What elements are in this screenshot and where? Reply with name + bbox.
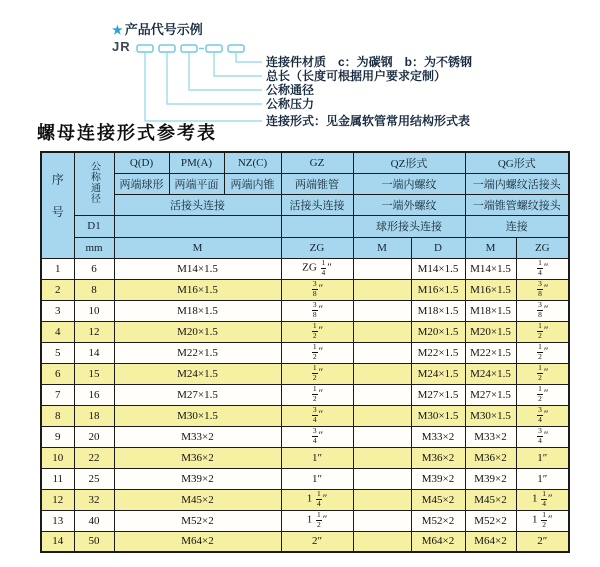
- header-nz-desc: 两端内锥: [224, 173, 281, 194]
- header-blank-gz: [281, 215, 353, 237]
- cell-gz: $\frac{1}{2}$ ″: [281, 321, 353, 342]
- cell-dn: 22: [74, 447, 114, 468]
- cell-m: M22×1.5: [114, 342, 281, 363]
- cell-qg_zg: 1″: [516, 468, 569, 489]
- cell-qz_d: M14×1.5: [411, 258, 465, 279]
- table-row: [41, 363, 569, 384]
- label-material: 连接件材质 c：为碳钢 b：为不锈钢: [266, 55, 473, 69]
- cell-qz_d: M45×2: [411, 489, 465, 510]
- code-box-1: [137, 45, 153, 52]
- cell-gz: $\frac{3}{4}$ ″: [281, 405, 353, 426]
- connector-line-length: [214, 52, 262, 76]
- cell-qz_m: [353, 300, 411, 321]
- cell-qg_zg: $\frac{1}{2}$ ″: [516, 363, 569, 384]
- cell-qz_m: [353, 321, 411, 342]
- cell-qz_d: M52×2: [411, 510, 465, 531]
- cell-qz_m: [353, 342, 411, 363]
- table-row: [41, 489, 569, 510]
- cell-dn: 16: [74, 384, 114, 405]
- cell-qz_m: [353, 447, 411, 468]
- header-qz-d: D: [411, 237, 465, 258]
- header-qg-m: M: [465, 237, 516, 258]
- cell-qg_m: M64×2: [465, 531, 516, 552]
- cell-no: 1: [41, 258, 74, 279]
- fraction: $\frac{1}{2}$: [312, 321, 317, 340]
- cell-gz: 1″: [281, 447, 353, 468]
- cell-no: 9: [41, 426, 74, 447]
- label-length: 总长（长度可根据用户要求定制）: [266, 69, 447, 83]
- product-code-prefix: JR: [112, 39, 131, 54]
- cell-gz: 1″: [281, 468, 353, 489]
- cell-m: M14×1.5: [114, 258, 281, 279]
- cell-dn: 15: [74, 363, 114, 384]
- table-row: [41, 342, 569, 363]
- fraction: $\frac{3}{8}$: [312, 300, 317, 319]
- fraction: $\frac{1}{4}$: [316, 489, 321, 508]
- cell-gz: $\frac{1}{2}$ ″: [281, 384, 353, 405]
- fraction: $\frac{3}{4}$: [538, 426, 542, 445]
- fraction: $\frac{3}{4}$: [538, 405, 542, 424]
- cell-qg_m: M52×2: [465, 510, 516, 531]
- fraction: $\frac{1}{2}$: [542, 510, 546, 529]
- cell-qz_d: M20×1.5: [411, 321, 465, 342]
- fraction: $\frac{1}{2}$: [538, 363, 542, 382]
- cell-qz_d: M39×2: [411, 468, 465, 489]
- code-box-5: [228, 45, 244, 52]
- header-pm-desc: 两端平面: [169, 173, 224, 194]
- fraction: $\frac{1}{4}$: [538, 258, 542, 277]
- cell-qz_d: M64×2: [411, 531, 465, 552]
- cell-qg_zg: 1″: [516, 447, 569, 468]
- fraction: $\frac{3}{8}$: [312, 279, 317, 298]
- product-code-title: [112, 19, 203, 38]
- fraction: $\frac{3}{8}$: [538, 300, 542, 319]
- cell-qg_zg: $\frac{3}{8}$ ″: [516, 279, 569, 300]
- cell-dn: 50: [74, 531, 114, 552]
- header-dn: 公称通径: [74, 152, 114, 215]
- table-row: [41, 510, 569, 531]
- cell-no: 13: [41, 510, 74, 531]
- cell-no: 5: [41, 342, 74, 363]
- header-qg-desc2: 一端锥管螺纹接头: [465, 194, 569, 215]
- table-header: [41, 152, 569, 258]
- cell-qz_m: [353, 531, 411, 552]
- fraction: $\frac{1}{2}$: [538, 321, 542, 340]
- label-pressure: 公称压力: [266, 97, 315, 111]
- cell-dn: 40: [74, 510, 114, 531]
- code-box-4: [206, 45, 222, 52]
- label-dn: 公称通径: [266, 83, 315, 97]
- table-row: [41, 531, 569, 552]
- cell-no: 2: [41, 279, 74, 300]
- cell-qg_zg: $\frac{1}{2}$ ″: [516, 321, 569, 342]
- cell-dn: 6: [74, 258, 114, 279]
- star-icon: ★: [112, 23, 123, 37]
- cell-gz: $\frac{1}{2}$ ″: [281, 363, 353, 384]
- table-row: [41, 321, 569, 342]
- cell-no: 8: [41, 405, 74, 426]
- cell-m: M64×2: [114, 531, 281, 552]
- cell-qg_m: M14×1.5: [465, 258, 516, 279]
- fraction: $\frac{1}{2}$: [312, 363, 317, 382]
- header-qz-conn: 球形接头连接: [353, 215, 465, 237]
- cell-qz_d: M30×1.5: [411, 405, 465, 426]
- cell-qz_d: M27×1.5: [411, 384, 465, 405]
- cell-qg_m: M16×1.5: [465, 279, 516, 300]
- cell-m: M24×1.5: [114, 363, 281, 384]
- cell-gz: $\frac{3}{4}$ ″: [281, 426, 353, 447]
- cell-m: M39×2: [114, 468, 281, 489]
- connector-line-dn: [189, 52, 262, 90]
- cell-gz: $\frac{3}{8}$ ″: [281, 300, 353, 321]
- cell-qz_d: M16×1.5: [411, 279, 465, 300]
- cell-qz_d: M18×1.5: [411, 300, 465, 321]
- cell-qg_m: M30×1.5: [465, 405, 516, 426]
- fraction: $\frac{1}{2}$: [538, 342, 542, 361]
- cell-qg_zg: $\frac{1}{2}$ ″: [516, 384, 569, 405]
- cell-qz_m: [353, 426, 411, 447]
- cell-qz_m: [353, 510, 411, 531]
- cell-no: 6: [41, 363, 74, 384]
- cell-no: 14: [41, 531, 74, 552]
- cell-qg_m: M18×1.5: [465, 300, 516, 321]
- table-body: [41, 258, 569, 552]
- cell-dn: 12: [74, 321, 114, 342]
- cell-no: 3: [41, 300, 74, 321]
- cell-qg_zg: $\frac{1}{2}$ ″: [516, 342, 569, 363]
- cell-qg_m: M36×2: [465, 447, 516, 468]
- cell-m: M52×2: [114, 510, 281, 531]
- cell-qg_m: M24×1.5: [465, 363, 516, 384]
- table-row: [41, 405, 569, 426]
- fraction: $\frac{1}{2}$: [316, 510, 321, 529]
- cell-m: M33×2: [114, 426, 281, 447]
- fraction: $\frac{3}{4}$: [312, 426, 317, 445]
- header-gz-conn: 活接头连接: [281, 194, 353, 215]
- table-title: 螺母连接形式参考表: [37, 123, 217, 143]
- code-box-2: [159, 45, 175, 52]
- fraction: $\frac{1}{2}$: [312, 342, 317, 361]
- header-union-conn: 活接头连接: [114, 194, 281, 215]
- header-qz-m: M: [353, 237, 411, 258]
- header-col-qg: QG形式: [465, 152, 569, 173]
- cell-qz_m: [353, 384, 411, 405]
- header-col-pm: PM(A): [169, 152, 224, 173]
- cell-qz_d: M24×1.5: [411, 363, 465, 384]
- cell-dn: 8: [74, 279, 114, 300]
- fraction: $\frac{3}{4}$: [312, 405, 317, 424]
- header-d1: D1: [74, 215, 114, 237]
- cell-qg_zg: $\frac{3}{8}$ ″: [516, 300, 569, 321]
- header-col-gz: GZ: [281, 152, 353, 173]
- reference-table: [40, 151, 570, 553]
- cell-qg_zg: $\frac{1}{4}$ ″: [516, 258, 569, 279]
- connector-line-material: [236, 52, 262, 62]
- cell-qg_zg: 1 $\frac{1}{2}$ ″: [516, 510, 569, 531]
- cell-dn: 32: [74, 489, 114, 510]
- header-col-nz: NZ(C): [224, 152, 281, 173]
- cell-m: M45×2: [114, 489, 281, 510]
- cell-qz_d: M22×1.5: [411, 342, 465, 363]
- cell-qz_m: [353, 363, 411, 384]
- cell-gz: 2″: [281, 531, 353, 552]
- table-row: [41, 300, 569, 321]
- cell-no: 11: [41, 468, 74, 489]
- cell-m: M18×1.5: [114, 300, 281, 321]
- cell-gz: $\frac{3}{8}$ ″: [281, 279, 353, 300]
- fraction: $\frac{1}{4}$: [542, 489, 546, 508]
- cell-qz_d: M36×2: [411, 447, 465, 468]
- cell-qg_m: M45×2: [465, 489, 516, 510]
- header-col-qz: QZ形式: [353, 152, 465, 173]
- cell-qz_m: [353, 468, 411, 489]
- cell-dn: 14: [74, 342, 114, 363]
- cell-no: 7: [41, 384, 74, 405]
- cell-m: M30×1.5: [114, 405, 281, 426]
- cell-qz_m: [353, 279, 411, 300]
- fraction: $\frac{3}{8}$: [538, 279, 542, 298]
- product-code-title-text: 产品代号示例: [124, 22, 203, 37]
- cell-qz_m: [353, 489, 411, 510]
- cell-qg_zg: 2″: [516, 531, 569, 552]
- table-row: [41, 447, 569, 468]
- header-qz-desc1: 一端内螺纹: [353, 173, 465, 194]
- cell-m: M20×1.5: [114, 321, 281, 342]
- cell-qg_m: M39×2: [465, 468, 516, 489]
- cell-dn: 10: [74, 300, 114, 321]
- header-blank-union: [114, 215, 281, 237]
- header-gz-desc: 两端锥管: [281, 173, 353, 194]
- cell-dn: 20: [74, 426, 114, 447]
- cell-m: M36×2: [114, 447, 281, 468]
- cell-dn: 25: [74, 468, 114, 489]
- header-m: M: [114, 237, 281, 258]
- header-q-desc: 两端球形: [114, 173, 169, 194]
- cell-no: 4: [41, 321, 74, 342]
- cell-qg_zg: 1 $\frac{1}{4}$ ″: [516, 489, 569, 510]
- cell-gz: ZG $\frac{1}{4}$ ″: [281, 258, 353, 279]
- table-row: [41, 426, 569, 447]
- cell-qg_m: M33×2: [465, 426, 516, 447]
- header-col-q: Q(D): [114, 152, 169, 173]
- cell-no: 10: [41, 447, 74, 468]
- cell-m: M16×1.5: [114, 279, 281, 300]
- code-box-3: [181, 45, 197, 52]
- fraction: $\frac{1}{2}$: [312, 384, 317, 403]
- cell-no: 12: [41, 489, 74, 510]
- cell-qz_d: M33×2: [411, 426, 465, 447]
- header-mm: mm: [74, 237, 114, 258]
- cell-gz: $\frac{1}{2}$ ″: [281, 342, 353, 363]
- header-zg: ZG: [281, 237, 353, 258]
- cell-qg_m: M27×1.5: [465, 384, 516, 405]
- cell-qg_zg: $\frac{3}{4}$ ″: [516, 405, 569, 426]
- cell-qz_m: [353, 405, 411, 426]
- cell-qg_m: M20×1.5: [465, 321, 516, 342]
- cell-qg_m: M22×1.5: [465, 342, 516, 363]
- cell-dn: 18: [74, 405, 114, 426]
- table-row: [41, 258, 569, 279]
- header-qg-desc1: 一端内螺纹活接头: [465, 173, 569, 194]
- header-seq: 序号: [41, 152, 74, 258]
- table-row: [41, 468, 569, 489]
- header-qg-conn: 连接: [465, 215, 569, 237]
- fraction: $\frac{1}{4}$: [321, 258, 326, 277]
- cell-m: M27×1.5: [114, 384, 281, 405]
- cell-gz: 1 $\frac{1}{2}$ ″: [281, 510, 353, 531]
- cell-qg_zg: $\frac{3}{4}$ ″: [516, 426, 569, 447]
- fraction: $\frac{1}{2}$: [538, 384, 542, 403]
- cell-qz_m: [353, 258, 411, 279]
- header-qz-desc2: 一端外螺纹: [353, 194, 465, 215]
- label-form: 连接形式：见金属软管常用结构形式表: [266, 114, 471, 128]
- table-row: [41, 279, 569, 300]
- table-row: [41, 384, 569, 405]
- header-qg-zg: ZG: [516, 237, 569, 258]
- cell-gz: 1 $\frac{1}{4}$ ″: [281, 489, 353, 510]
